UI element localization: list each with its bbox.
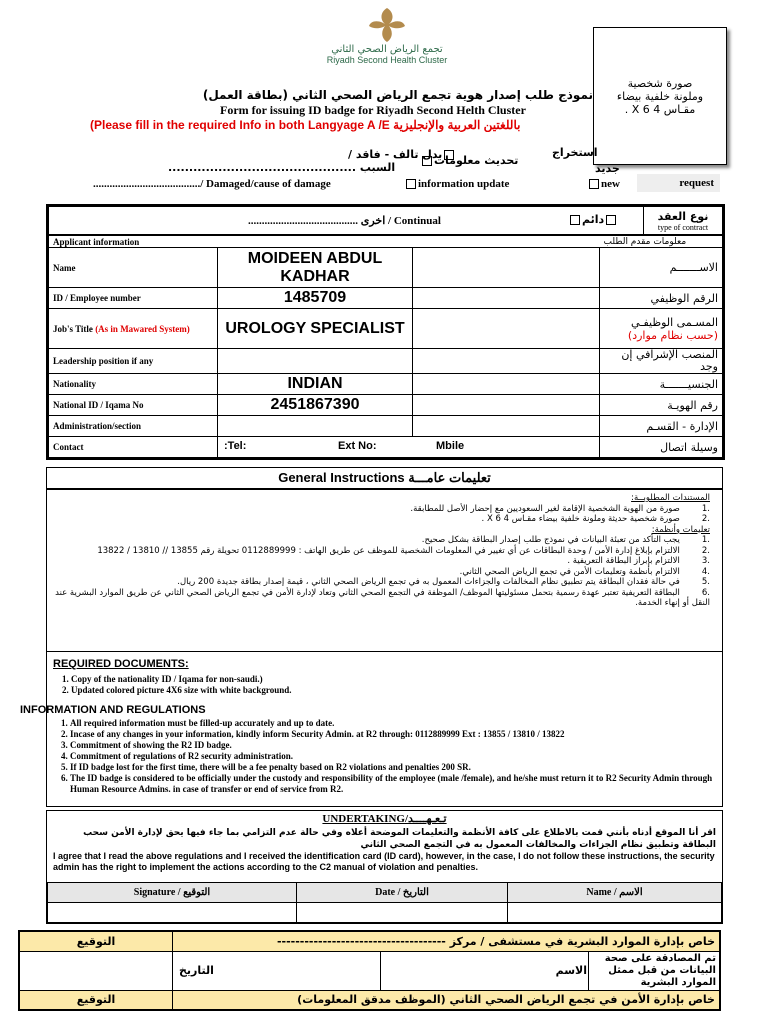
contract-type-ar: نوع العقد (657, 209, 709, 223)
instr-ar-1: .1يجب التأكد من تعبئة البيانات في نموذج طلب إصدار البطاقة بشكل صحيح. (421, 535, 710, 545)
admin-value[interactable] (218, 416, 413, 437)
applicant-section (46, 204, 725, 460)
hr-sign-field[interactable] (19, 951, 173, 990)
job-label-ar: المسـمى الوظيفـي (631, 315, 718, 329)
contract-other: ........................................ اخرى / Continual (248, 215, 441, 227)
job-value[interactable]: UROLOGY SPECIALIST (218, 309, 413, 349)
name-header: Name / الاسم (508, 883, 722, 903)
national-id-label-ar: رقم الهويـة (600, 395, 723, 416)
req-doc-1: 1. Copy of the nationality ID / Iqama for non-saudi.) (71, 674, 711, 685)
instr-ar-5: .5في حالة فقدان البطاقة يتم تطبيق نظام المخالفات والجزاءات المعمول به في تجمع الرياض الصحي الثاني ، قيمة إصدار بطاقة جديدة 200 ريال. (177, 577, 710, 587)
update-checkbox-ar[interactable] (422, 156, 432, 166)
name-field[interactable] (508, 903, 722, 923)
approval-table (18, 930, 721, 1011)
hr-verified: تم المصادقة على صحة البيانات من قبل ممثل الموارد البشرية (589, 951, 721, 990)
applicant-header-en: Applicant information (49, 236, 600, 248)
undertaking-text-en: I agree that I read the above regulations and I received the identification card (ID card), however, in the case, I do not follow these instructions, the security admin has the right to implement the actions according to the C2 manual of violation and penalties. (53, 851, 715, 872)
photo-line2: وملونة خلفية بيضاء (616, 90, 704, 103)
info-6: 6. The ID badge is considered to be officially under the custody and responsibility of the employee (male /female), and he/she must return it to R2 Security Admin through Human Resource Admins. in case of transfer or end of service from R2. (70, 773, 735, 795)
nationality-label-ar: الجنسيـــــــة (600, 374, 723, 395)
reason-field[interactable]: السبب ............................................. (168, 161, 396, 174)
instr-head-ar: تعليمات وأنظمة: (651, 524, 710, 535)
instr-ar-3: .3الالتزام بإبراز البطاقة التعريفية . (567, 556, 710, 566)
name-value[interactable]: MOIDEEN ABDUL KADHAR (218, 248, 413, 288)
hr-name[interactable]: الاسم (381, 951, 589, 990)
name-label: Name (49, 248, 218, 288)
new-checkbox[interactable] (589, 179, 599, 189)
applicant-header-ar: معلومات مقدم الطلب (600, 236, 723, 248)
update-label-en: information update (418, 178, 510, 190)
tel-field[interactable]: :Tel: (224, 440, 247, 452)
form-title-ar: نموذج طلب إصدار هوية تجمع الرياض الصحي الثاني (بطاقة العمل) (202, 88, 593, 102)
admin-label: Administration/section (49, 416, 218, 437)
request-type (90, 146, 720, 194)
national-id-label: National ID / Iqama No (49, 395, 218, 416)
hr-title: خاص بإدارة الموارد البشرية في مستشفى / مركز ------------------------------------- (173, 931, 721, 951)
new-label-en: new (601, 178, 620, 190)
photo-line3: مقـاس 4 6 X . (624, 103, 696, 116)
nationality-value[interactable]: INDIAN (218, 374, 413, 395)
logo-icon (369, 8, 405, 42)
other-checkbox[interactable] (570, 215, 580, 225)
replace-label: بدل تالف - فاقد / (348, 148, 443, 161)
job-value-ar[interactable] (413, 309, 600, 349)
docs-head-ar: المستندات المطلوبــة: (631, 493, 710, 503)
req-docs-title: REQUIRED DOCUMENTS: (53, 658, 189, 670)
general-title: General Instructions تعليمات عامـــة (47, 468, 722, 490)
undertaking-section (46, 810, 723, 924)
permanent-checkbox[interactable] (606, 215, 616, 225)
job-note-ar: (حسب نظام موارد) (627, 328, 718, 342)
hr-date[interactable]: التاريخ (173, 951, 381, 990)
issue-label-ar: استخراج (552, 146, 598, 159)
contact-label: Contact (49, 437, 218, 458)
new-label-ar: جديد (595, 162, 620, 175)
id-label: ID / Employee number (49, 288, 218, 309)
fill-notice: (Please fill in the required Info in both Langyage A /E باللغتين العربية والإنجليزية (90, 118, 521, 132)
name-label-ar: الاســـــــم (600, 248, 723, 288)
security-sign-label: التوقيع (19, 990, 173, 1010)
logo-text-ar: تجمع الرياض الصحي الثاني (331, 44, 443, 55)
name-value-ar[interactable] (413, 248, 600, 288)
id-label-ar: الرقم الوظيفي (600, 288, 723, 309)
leadership-value-ar[interactable] (413, 349, 600, 374)
photo-line1: صورة شخصية (627, 77, 693, 90)
damaged-label: ......................................./ Damaged/cause of damage (93, 178, 331, 190)
info-5: 5. If ID badge lost for the first time, there will be a fee penalty based on R2 violations and penalties 200 SR. (70, 762, 735, 773)
id-value[interactable]: 1485709 (218, 288, 413, 309)
request-label: request (679, 177, 714, 189)
admin-value-ar[interactable] (413, 416, 600, 437)
info-1: 1. All required information must be filled-up accurately and up to date. (70, 718, 735, 729)
ext-field[interactable]: Ext No: (338, 440, 377, 452)
date-field[interactable] (297, 903, 508, 923)
photo-box (593, 27, 727, 165)
logo-text-en: Riyadh Second Health Cluster (326, 55, 448, 65)
admin-label-ar: الإدارة - القسـم (600, 416, 723, 437)
contract-type-en: type of contract (657, 222, 709, 232)
nationality-value-ar[interactable] (413, 374, 600, 395)
permanent-label: دائم (582, 213, 605, 226)
info-3: 3. Commitment of showing the R2 ID badge. (70, 740, 735, 751)
req-doc-2: 2. Updated colored picture 4X6 size with white background. (71, 685, 711, 696)
instr-ar-6: .6البطاقة التعريفية تعتبر عهدة رسمية بتحمل مسئوليتها الموظف/ الموظفة في التجمع الصحي الثاني وتعاد لإدارة الأمن في تجمع الرياض الصحي الثاني عن طريق الموارد البشرية عند النقل أو إنهاء الخدمة. (55, 587, 710, 608)
leadership-value[interactable] (218, 349, 413, 374)
update-checkbox[interactable] (406, 179, 416, 189)
nationality-label: Nationality (49, 374, 218, 395)
national-id-value-ar[interactable] (413, 395, 600, 416)
form-title-en: Form for issuing ID badge for Riyadh Second Helth Cluster (220, 103, 526, 117)
contact-label-ar: وسيلة اتصال (600, 437, 723, 458)
doc-ar-2: .2صورة شخصية حديثة وملونة خلفية بيضاء مقـاس 4 6 X . (481, 514, 710, 524)
instr-ar-4: .4الالتزام بأنظمة وتعليمات الأمن في تجمع الرياض الصحي الثاني. (459, 566, 710, 577)
national-id-value[interactable]: 2451867390 (218, 395, 413, 416)
info-2: 2. Incase of any changes in your information, kindly inform Security Admin. at R2 through: 0112889999 Ext : 13855 / 13810 / 13822 (70, 729, 735, 740)
hr-sign-label: التوقيع (19, 931, 173, 951)
security-title: خاص بإدارة الأمن في تجمع الرياض الصحي الثاني (الموظف مدقق المعلومات) (173, 990, 721, 1010)
doc-ar-1: .1صورة من الهوية الشخصية الإقامة لغير السعوديين مع إحضار الأصل للمطابقة. (410, 503, 710, 514)
job-label: Job's Title (53, 323, 93, 334)
leadership-label-ar: المنصب الإشرافي إن وجد (600, 349, 723, 374)
signature-header: Signature / التوقيع (48, 883, 297, 903)
instr-ar-2: .2الالتزام بإبلاغ إدارة الأمن / وحدة البطاقات عن أي تغيير في المعلومات الشخصية للموظف عن طريق الهاتف : 0112889999 تحويلة رقم 13855 // 13810 / 13822 (97, 545, 710, 556)
job-note: (As in Mawared System) (95, 323, 190, 334)
date-header: Date / التاريخ (297, 883, 508, 903)
id-value-ar[interactable] (413, 288, 600, 309)
info-4: 4. Commitment of regulations of R2 security administration. (70, 751, 735, 762)
mobile-field[interactable]: Mbile (436, 440, 465, 452)
leadership-label: Leadership position if any (49, 349, 218, 374)
undertaking-title: UNDERTAKING/تـعـهــــد (322, 813, 447, 825)
update-label-ar: تحديث معلومات (434, 154, 519, 167)
undertaking-text-ar: اقر أنا الموقع أدناه بأنني قمت بالاطلاع على كافة الأنظمة والتعليمات الموضحة أعلاه وفي حالة عدم التزامي بما جاء فيها يحق لإدارة الأمن سحب البطاقة وتطبيق نظام الجزاءات والمخالفات المعمول به في التجمع الصحي الثاني (83, 828, 716, 850)
info-title: INFORMATION AND REGULATIONS (20, 704, 206, 716)
cluster-logo (322, 8, 452, 72)
signature-field[interactable] (48, 903, 297, 923)
